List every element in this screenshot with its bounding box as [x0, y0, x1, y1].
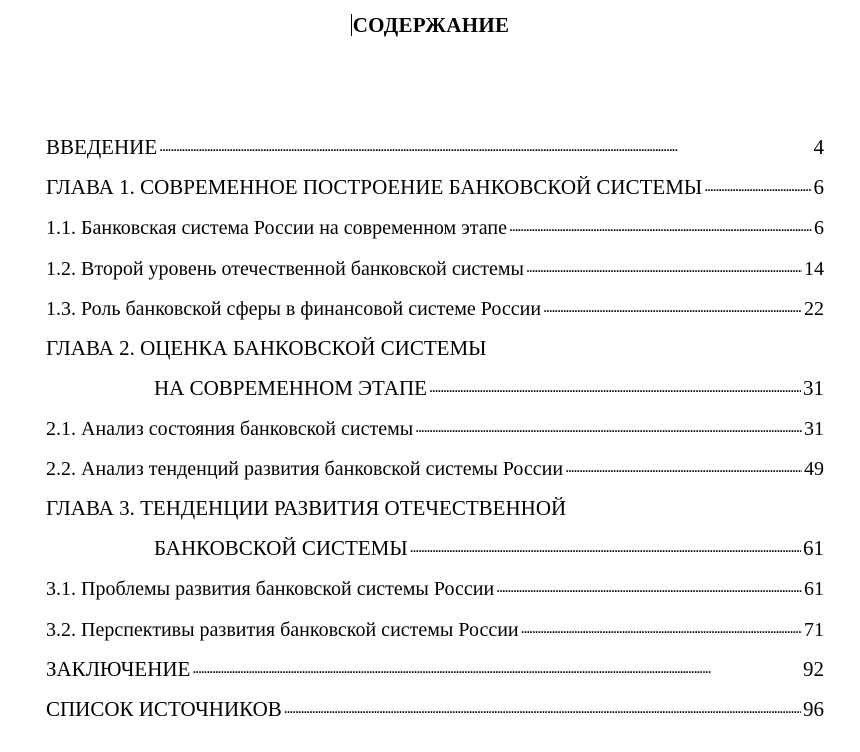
toc-entry-page: 22	[804, 298, 824, 320]
toc-entry-chapter-1[interactable]	[46, 174, 824, 200]
dot-leader	[526, 256, 802, 276]
toc-entry-label: 3.1. Проблемы развития банковской системы России	[46, 578, 495, 600]
toc-entry-label: ГЛАВА 3. ТЕНДЕНЦИИ РАЗВИТИЯ ОТЕЧЕСТВЕННОЙ	[46, 496, 567, 520]
dot-leader	[496, 576, 802, 596]
text-cursor	[351, 14, 352, 36]
toc-entry-label: 2.2. Анализ тенденций развития банковской системы России	[46, 458, 564, 480]
toc-entry-label-continued: БАНКОВСКОЙ СИСТЕМЫ	[154, 536, 408, 560]
toc-entry-chapter-2-line-2[interactable]	[46, 375, 824, 401]
toc-entry-section-3-1[interactable]	[46, 575, 824, 601]
dot-leader	[704, 174, 811, 195]
toc-entry-page: 4	[813, 135, 824, 159]
toc-entry-label: ЗАКЛЮЧЕНИЕ	[46, 657, 191, 681]
toc-entry-introduction[interactable]	[46, 134, 824, 160]
toc-entry-page: 61	[804, 578, 824, 600]
toc-entry-label: 1.2. Второй уровень отечественной банковской системы	[46, 258, 524, 280]
toc-entry-label: 1.1. Банковская система России на современном этапе	[46, 217, 507, 239]
toc-entry-section-2-2[interactable]	[46, 455, 824, 481]
toc-entry-references[interactable]	[46, 696, 824, 722]
toc-entry-label-continued: НА СОВРЕМЕННОМ ЭТАПЕ	[154, 376, 427, 400]
toc-entry-page: 61	[803, 536, 824, 560]
toc-entry-page: 49	[804, 458, 824, 480]
toc-entry-page: 6	[813, 175, 824, 199]
toc-entry-label: ГЛАВА 2. ОЦЕНКА БАНКОВСКОЙ СИСТЕМЫ	[46, 336, 487, 360]
toc-entry-label: ВВЕДЕНИЕ	[46, 135, 158, 159]
toc-entry-page: 96	[803, 697, 824, 721]
toc-entry-section-3-2[interactable]	[46, 616, 824, 642]
toc-entry-chapter-2-line-1[interactable]	[46, 335, 824, 361]
toc-entry-label: 2.1. Анализ состояния банковской системы	[46, 418, 414, 440]
toc-entry-label: 3.2. Перспективы развития банковской системы России	[46, 619, 519, 641]
toc-entry-page: 14	[804, 258, 824, 280]
dot-leader	[192, 656, 801, 677]
dot-leader	[521, 617, 802, 637]
toc-entry-page: 6	[814, 217, 824, 239]
title-text: СОДЕРЖАНИЕ	[352, 13, 510, 37]
toc-entry-chapter-3-line-1[interactable]	[46, 495, 824, 521]
dot-leader	[415, 416, 802, 436]
toc-entry-page: 31	[803, 376, 824, 400]
dot-leader	[543, 296, 802, 316]
toc-entry-label: ГЛАВА 1. СОВРЕМЕННОЕ ПОСТРОЕНИЕ БАНКОВСКОЙ СИСТЕМЫ	[46, 175, 703, 199]
toc-entry-label: 1.3. Роль банковской сферы в финансовой системе России	[46, 298, 542, 320]
toc-entry-label: СПИСОК ИСТОЧНИКОВ	[46, 697, 282, 721]
dot-leader	[410, 535, 801, 556]
toc-entry-page: 71	[804, 619, 824, 641]
dot-leader	[429, 375, 801, 396]
page-title	[0, 13, 860, 38]
toc-entry-section-2-1[interactable]	[46, 415, 824, 441]
toc-entry-page: 92	[803, 657, 824, 681]
toc-entry-conclusion[interactable]	[46, 656, 824, 682]
toc-entry-chapter-3-line-2[interactable]	[46, 535, 824, 561]
toc-entry-section-1-1[interactable]	[46, 214, 824, 240]
dot-leader	[284, 696, 801, 717]
toc-entry-page: 31	[804, 418, 824, 440]
toc-entry-section-1-2[interactable]	[46, 255, 824, 281]
dot-leader	[565, 456, 802, 476]
dot-leader	[159, 134, 811, 155]
dot-leader	[509, 215, 812, 235]
toc-entry-section-1-3[interactable]	[46, 295, 824, 321]
